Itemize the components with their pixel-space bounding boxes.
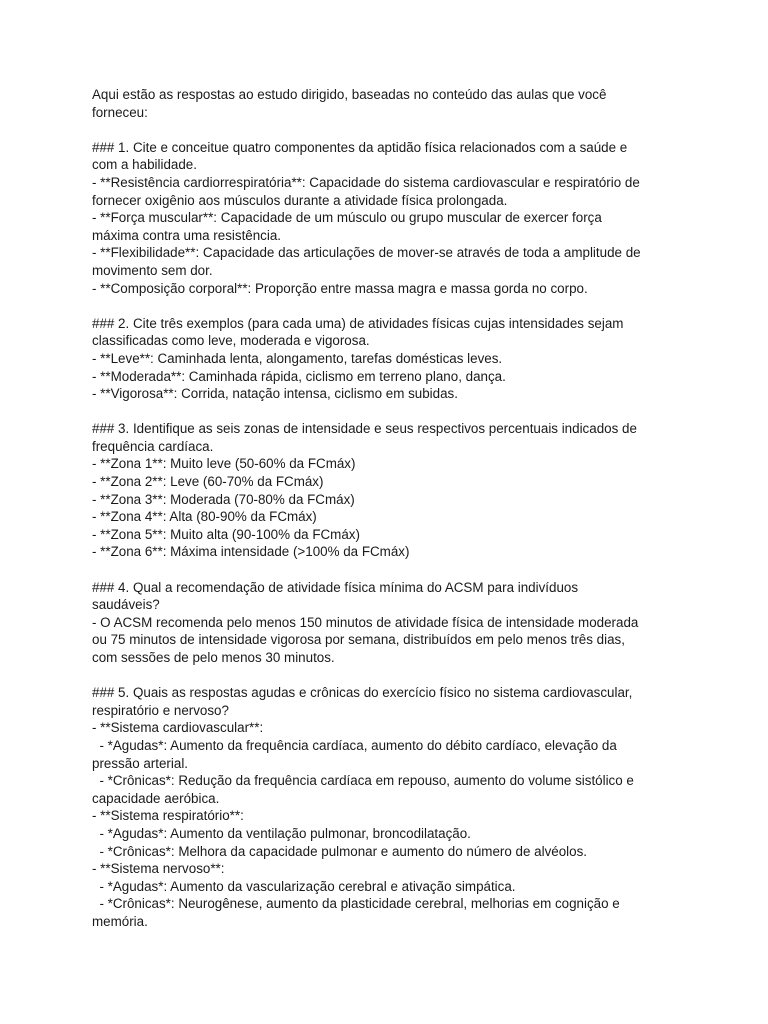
- question-heading-line: ### 2. Cite três exemplos (para cada uma) de atividades físicas cujas intensidades sejam: [92, 315, 624, 331]
- text-line: frequência cardíaca.: [92, 438, 214, 454]
- text-line: saudáveis?: [92, 597, 160, 613]
- text-line: máxima contra uma resistência.: [92, 227, 282, 243]
- text-line: forneceu:: [92, 104, 148, 120]
- text-line: - *Agudas*: Aumento da vascularização cerebral e ativação simpática.: [92, 878, 516, 894]
- text-line: - **Força muscular**: Capacidade de um músculo ou grupo muscular de exercer força: [92, 210, 602, 226]
- text-line: - *Agudas*: Aumento da frequência cardíaca, aumento do débito cardíaco, elevação da: [92, 737, 617, 753]
- text-line: fornecer oxigênio aos músculos durante a atividade física prolongada.: [92, 192, 508, 208]
- blank-line: [92, 297, 682, 315]
- text-line: com a habilidade.: [92, 157, 197, 173]
- text-line: pressão arterial.: [92, 755, 189, 771]
- text-line: - **Zona 2**: Leve (60-70% da FCmáx): [92, 474, 324, 490]
- question-heading-line: ### 3. Identifique as seis zonas de intensidade e seus respectivos percentuais indicados de: [92, 421, 637, 437]
- text-line: respiratório e nervoso?: [92, 702, 229, 718]
- blank-line: [92, 121, 682, 139]
- text-line: ou 75 minutos de intensidade vigorosa por semana, distribuídos em pelo menos três dias,: [92, 632, 625, 648]
- text-line: classificadas como leve, moderada e vigorosa.: [92, 333, 370, 349]
- text-line: - **Sistema cardiovascular**:: [92, 720, 264, 736]
- text-line: - **Moderada**: Caminhada rápida, ciclismo em terreno plano, dança.: [92, 368, 506, 384]
- text-line: com sessões de pelo menos 30 minutos.: [92, 650, 335, 665]
- text-line: - *Crônicas*: Redução da frequência cardíaca em repouso, aumento do volume sistólico e: [92, 773, 634, 789]
- document-page: [92, 86, 682, 931]
- text-line: - **Zona 6**: Máxima intensidade (>100% da FCmáx): [92, 544, 410, 560]
- text-line: - **Sistema respiratório**:: [92, 808, 244, 824]
- question-heading-line: ### 1. Cite e conceitue quatro componentes da aptidão física relacionados com a saúde e: [92, 139, 628, 155]
- text-line: Aqui estão as respostas ao estudo dirigido, baseadas no conteúdo das aulas que você: [92, 87, 607, 102]
- text-line: - *Crônicas*: Neurogênese, aumento da plasticidade cerebral, melhorias em cognição e: [92, 896, 620, 912]
- text-line: - **Vigorosa**: Corrida, natação intensa, ciclismo em subidas.: [92, 386, 458, 402]
- text-line: movimento sem dor.: [92, 262, 213, 278]
- text-line: - **Zona 1**: Muito leve (50-60% da FCmáx): [92, 456, 356, 472]
- text-line: - *Agudas*: Aumento da ventilação pulmonar, broncodilatação.: [92, 825, 471, 841]
- question-heading-line: ### 4. Qual a recomendação de atividade física mínima do ACSM para indivíduos: [92, 579, 579, 595]
- text-line: - **Leve**: Caminhada lenta, alongamento, tarefas domésticas leves.: [92, 350, 503, 366]
- blank-line: [92, 667, 682, 685]
- text-line: - **Flexibilidade**: Capacidade das articulações de mover-se através de toda a amplitude de: [92, 245, 641, 261]
- text-line: - *Crônicas*: Melhora da capacidade pulmonar e aumento do número de alvéolos.: [92, 843, 587, 859]
- text-line: - **Zona 3**: Moderada (70-80% da FCmáx): [92, 491, 355, 507]
- text-line: - **Sistema nervoso**:: [92, 861, 225, 877]
- text-line: - O ACSM recomenda pelo menos 150 minutos de atividade física de intensidade moderada: [92, 614, 639, 630]
- blank-line: [92, 561, 682, 579]
- text-line: capacidade aeróbica.: [92, 790, 220, 806]
- question-heading-line: ### 5. Quais as respostas agudas e crônicas do exercício físico no sistema cardiovascular,: [92, 685, 633, 701]
- blank-line: [92, 403, 682, 421]
- text-line: - **Zona 4**: Alta (80-90% da FCmáx): [92, 509, 317, 525]
- text-line: - **Zona 5**: Muito alta (90-100% da FCmáx): [92, 526, 360, 542]
- text-line: - **Resistência cardiorrespiratória**: Capacidade do sistema cardiovascular e respiratório de: [92, 174, 640, 190]
- text-line: - **Composição corporal**: Proporção entre massa magra e massa gorda no corpo.: [92, 280, 588, 296]
- text-line: memória.: [92, 913, 148, 929]
